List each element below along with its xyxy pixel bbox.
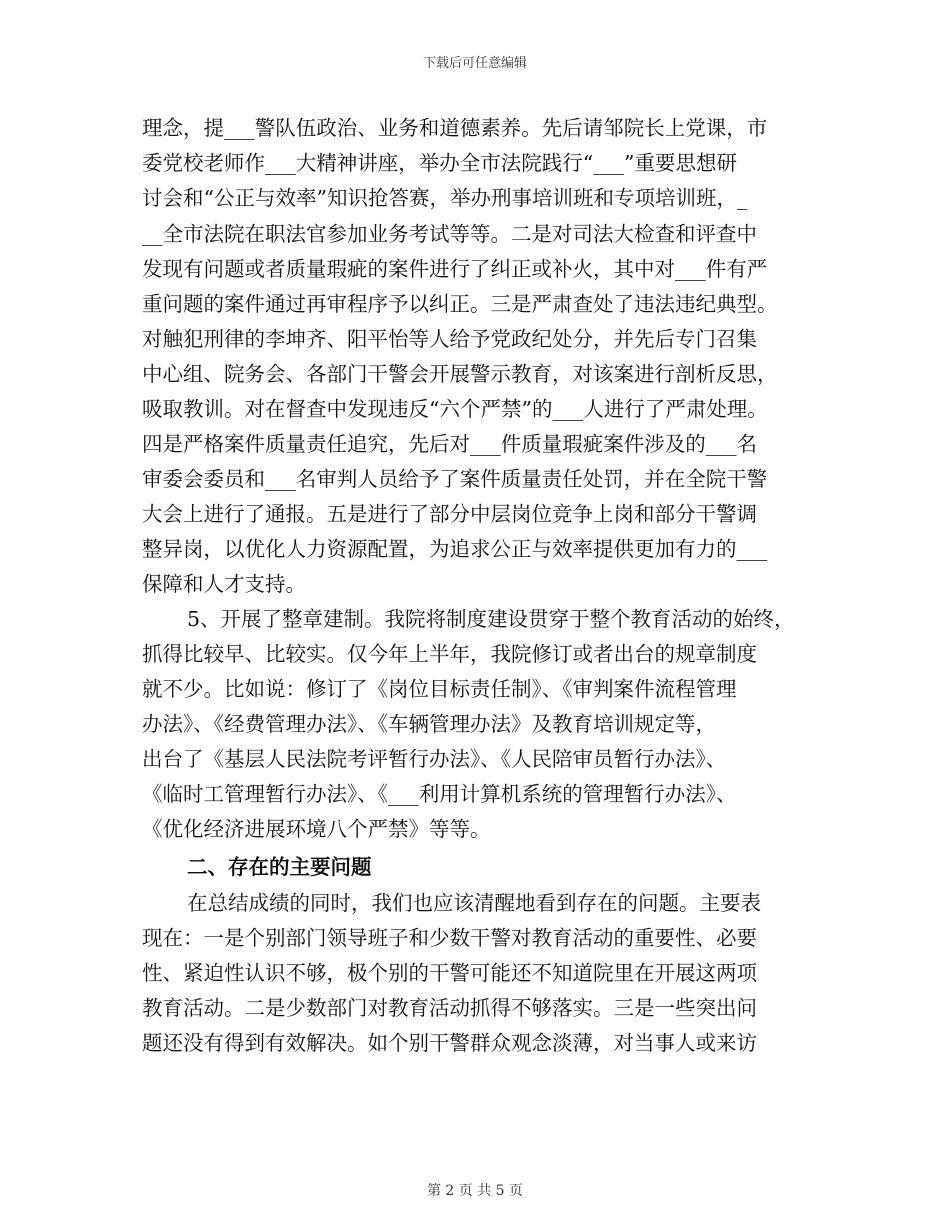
body-line: 整异岗，以优化人力资源配置，为追求公正与效率提供更加有力的___ — [142, 537, 768, 561]
body-line: 发现有问题或者质量瑕疵的案件进行了纠正或补火，其中对___件有严 — [142, 257, 768, 281]
body-line: 对触犯刑律的李坤齐、阳平怡等人给予党政纪处分，并先后专门召集 — [142, 327, 757, 351]
body-line: 审委会委员和___名审判人员给予了案件质量责任处罚，并在全院干警 — [142, 467, 768, 491]
page-header: 下载后可任意编辑 — [422, 56, 527, 71]
body-line: 保障和人才支持。 — [142, 572, 306, 596]
body-line: 教育活动。二是少数部门对教育活动抓得不够落实。三是一些突出问 — [142, 996, 757, 1020]
body-line: 就不少。比如说：修订了《岗位目标责任制》、《审判案件流程管理 — [142, 677, 737, 701]
body-line: 理念，提___警队伍政治、业务和道德素养。先后请邹院长上党课，市 — [142, 116, 768, 140]
body-line: 四是严格案件质量责任追究，先后对___件质量瑕疵案件涉及的___名 — [142, 432, 757, 456]
body-line: 题还没有得到有效解决。如个别干警群众观念淡薄，对当事人或来访 — [142, 1031, 757, 1055]
body-line: 中心组、院务会、各部门干警会开展警示教育，对该案进行剖析反思， — [142, 362, 778, 386]
body-line: 吸取教训。对在督查中发现违反“六个严禁”的___人进行了严肃处理。 — [142, 397, 768, 421]
paragraph-start-line: 5、开展了整章建制。我院将制度建设贯穿于整个教育活动的始终， — [187, 607, 795, 631]
body-line: 出台了《基层人民法院考评暂行办法》、《人民陪审员暂行办法》、 — [142, 747, 727, 771]
body-line: 办法》、《经费管理办法》、《车辆管理办法》及教育培训规定等， — [142, 712, 716, 736]
body-line: 现在：一是个别部门领导班子和少数干警对教育活动的重要性、必要 — [142, 926, 757, 950]
body-line: 委党校老师作___大精神讲座，举办全市法院践行“___”重要思想研 — [142, 151, 737, 175]
body-line: __全市法院在职法官参加业务考试等等。二是对司法大检查和评查中 — [142, 222, 757, 246]
body-line: 重问题的案件通过再审程序予以纠正。三是严肃查处了违法违纪典型。 — [142, 292, 778, 316]
page-footer: 第 2 页 共 5 页 — [426, 1183, 524, 1199]
section-heading: 二、存在的主要问题 — [187, 855, 372, 879]
body-line: 大会上进行了通报。五是进行了部分中层岗位竞争上岗和部分干警调 — [142, 502, 757, 526]
body-line: 抓得比较早、比较实。仅今年上半年，我院修订或者出台的规章制度 — [142, 642, 757, 666]
body-line: 讨会和“公正与效率”知识抢答赛，举办刑事培训班和专项培训班，_ — [142, 186, 748, 210]
body-line: 《优化经济进展环境八个严禁》等等。 — [142, 817, 491, 841]
body-line: 性、紧迫性认识不够，极个别的干警可能还不知道院里在开展这两项 — [142, 961, 757, 985]
body-line: 《临时工管理暂行办法》、《___利用计算机系统的管理暂行办法》、 — [142, 782, 737, 806]
paragraph-start-line: 在总结成绩的同时，我们也应该清醒地看到存在的问题。主要表 — [187, 891, 761, 915]
